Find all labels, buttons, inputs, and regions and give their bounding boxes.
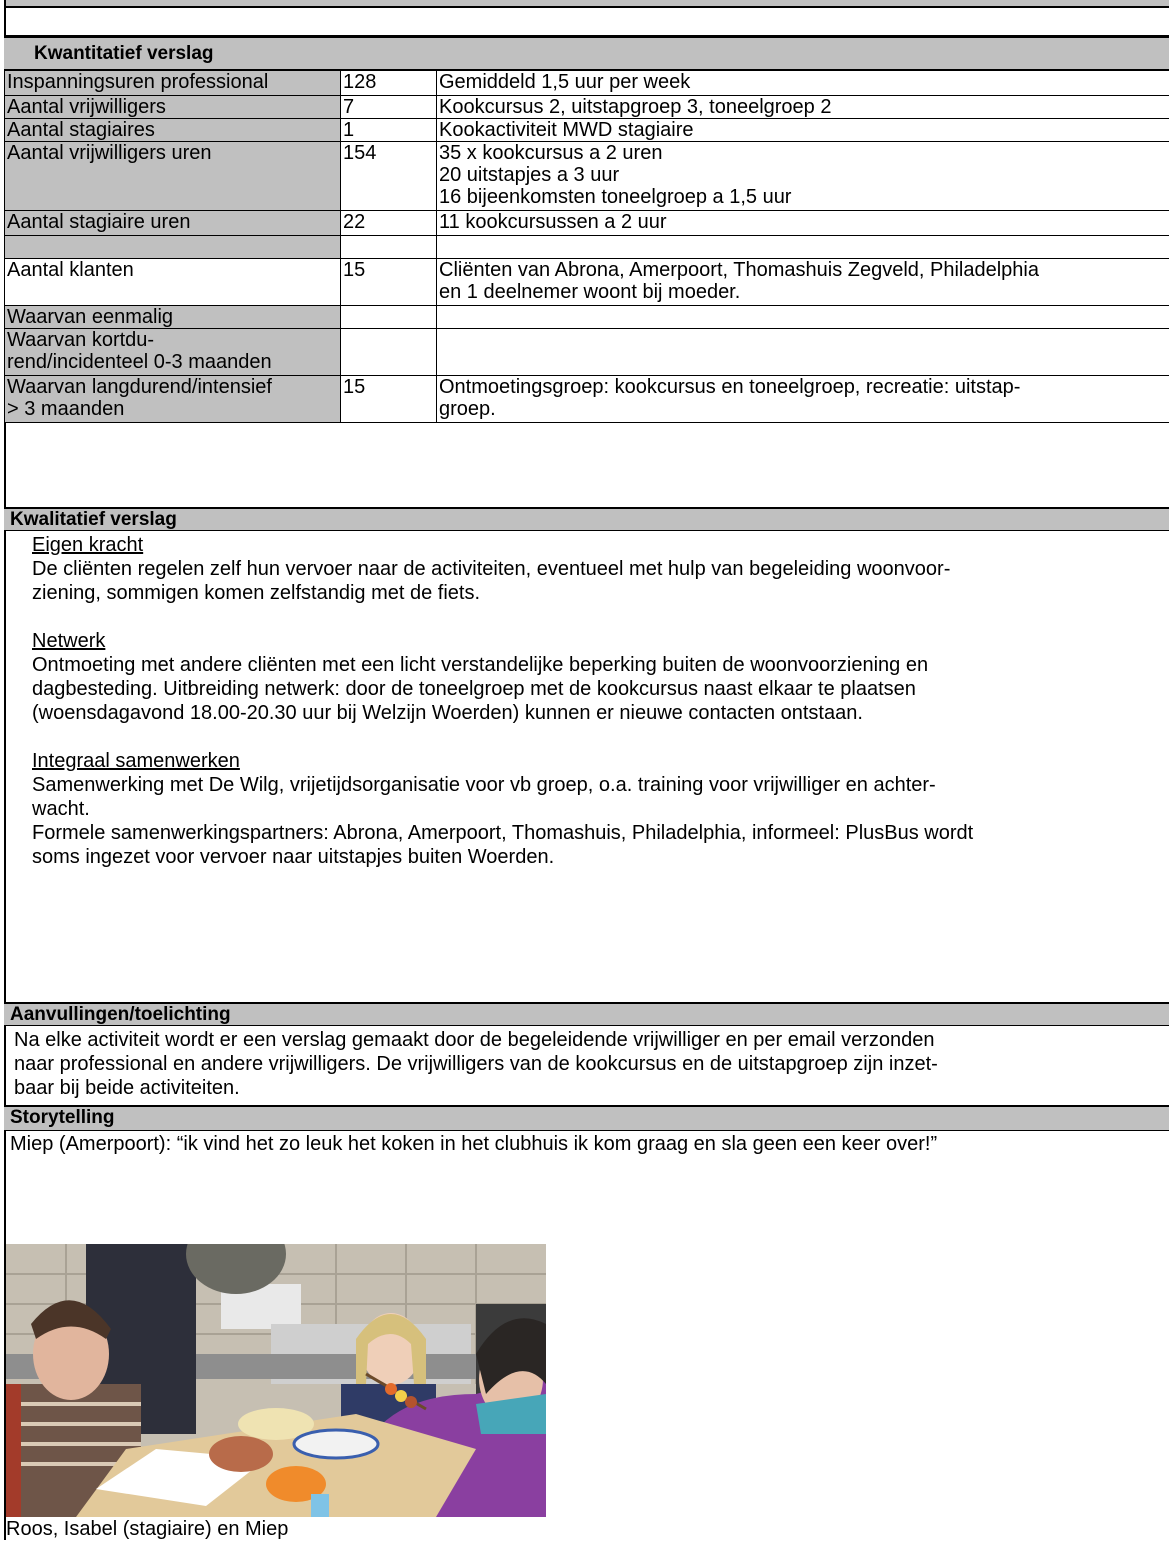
row-value: 22 [341, 211, 437, 236]
table-row [5, 71, 1169, 96]
kwantitatief-table [4, 70, 1169, 423]
table-row [5, 306, 1169, 329]
row-note [437, 306, 1169, 329]
cooking-photo [6, 1244, 546, 1517]
section-kwantitatief: Kwantitatief verslag [4, 36, 1169, 70]
row-label: Waarvan langdurend/intensief > 3 maanden [5, 376, 341, 423]
integraal-heading: Integraal samenwerken [32, 749, 1169, 773]
previous-section-bar [4, 0, 1169, 8]
row-label: Waarvan kortdu- rend/incidenteel 0-3 maanden [5, 329, 341, 376]
row-value: 15 [341, 376, 437, 423]
table-row [5, 376, 1169, 423]
row-note: Gemiddeld 1,5 uur per week [437, 71, 1169, 96]
row-value [341, 306, 437, 329]
section-kwalitatief: Kwalitatief verslag [4, 507, 1169, 531]
row-note [437, 329, 1169, 376]
cooking-photo-illustration [6, 1244, 546, 1517]
row-note: Kookactiviteit MWD stagiaire [437, 119, 1169, 142]
aanvullingen-text: Na elke activiteit wordt er een verslag gemaakt door de begeleidende vrijwilliger en per email verzonden naar professional en andere vrijwilligers. De vrijwilligers van de kookcursus en de uitstapgroep zijn inzet- baar bij beide activiteiten. [4, 1028, 1169, 1100]
section-storytelling: Storytelling [4, 1105, 1169, 1131]
section-aanvullingen: Aanvullingen/toelichting [4, 1002, 1169, 1026]
table-row [5, 236, 1169, 259]
storytelling-quote: Miep (Amerpoort): “ik vind het zo leuk het koken in het clubhuis ik kom graag en sla geen een keer over!” [4, 1132, 1169, 1156]
row-label: Aantal stagiaire uren [5, 211, 341, 236]
row-label [5, 236, 341, 259]
row-label: Waarvan eenmalig [5, 306, 341, 329]
kwalitatief-content [4, 533, 1169, 755]
row-value: 7 [341, 96, 437, 119]
row-label: Inspanningsuren professional [5, 71, 341, 96]
row-value: 154 [341, 142, 437, 211]
row-label: Aantal stagiaires [5, 119, 341, 142]
row-value: 15 [341, 259, 437, 306]
integraal-text: Samenwerking met De Wilg, vrijetijdsorganisatie voor vb groep, o.a. training voor vrijwilliger en achter- wacht. Formele samenwerkingspartners: Abrona, Amerpoort, Thomashuis, Philadelphia, informeel: PlusBus wordt soms ingezet voor vervoer naar uitstapjes buiten Woerden. [32, 773, 1169, 869]
row-value: 1 [341, 119, 437, 142]
table-row [5, 259, 1169, 306]
row-note [437, 236, 1169, 259]
netwerk-heading: Netwerk [32, 629, 1169, 653]
photo-caption: Roos, Isabel (stagiaire) en Miep [6, 1517, 288, 1541]
row-note: 11 kookcursussen a 2 uur [437, 211, 1169, 236]
eigen-kracht-text: De cliënten regelen zelf hun vervoer naar de activiteiten, eventueel met hulp van begeleiding woonvoor- ziening, sommigen komen zelfstandig met de fiets. [32, 557, 1169, 605]
row-label: Aantal vrijwilligers uren [5, 142, 341, 211]
table-row [5, 211, 1169, 236]
row-value [341, 329, 437, 376]
netwerk-text: Ontmoeting met andere cliënten met een licht verstandelijke beperking buiten de woonvoorziening en dagbesteding. Uitbreiding netwerk: door de toneelgroep met de kookcursus naast elkaar te plaatsen (woensdagavond 18.00-20.30 uur bij Welzijn Woerden) kunnen er nieuwe contacten ontstaan. [32, 653, 1169, 725]
row-label: Aantal vrijwilligers [5, 96, 341, 119]
row-value: 128 [341, 71, 437, 96]
row-note: Kookcursus 2, uitstapgroep 3, toneelgroep 2 [437, 96, 1169, 119]
row-note: Ontmoetingsgroep: kookcursus en toneelgroep, recreatie: uitstap- groep. [437, 376, 1169, 423]
row-label: Aantal klanten [5, 259, 341, 306]
table-row [5, 119, 1169, 142]
row-value [341, 236, 437, 259]
row-note: Cliënten van Abrona, Amerpoort, Thomashuis Zegveld, Philadelphia en 1 deelnemer woont bij moeder. [437, 259, 1169, 306]
blank-row [4, 8, 1169, 36]
row-note: 35 x kookcursus a 2 uren 20 uitstapjes a 3 uur 16 bijeenkomsten toneelgroep a 1,5 uur [437, 142, 1169, 211]
table-row [5, 142, 1169, 211]
table-row [5, 96, 1169, 119]
table-row [5, 329, 1169, 376]
eigen-kracht-heading: Eigen kracht [32, 533, 1169, 557]
